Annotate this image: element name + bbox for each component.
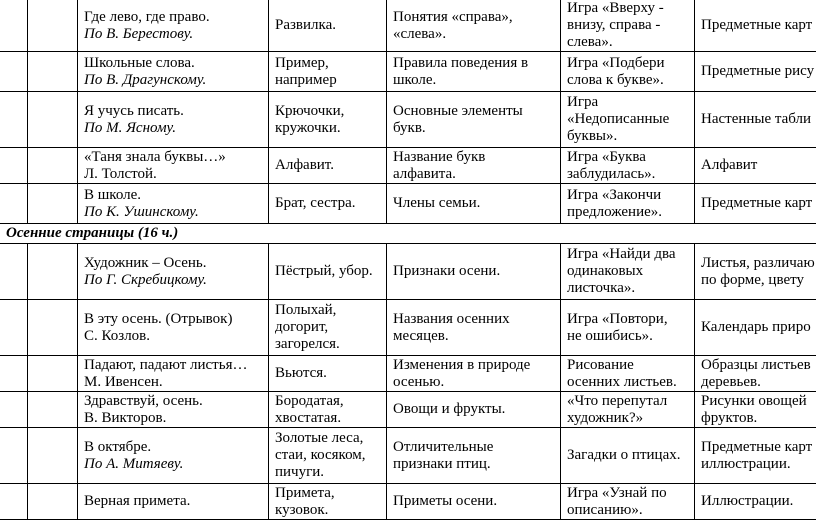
number-cell bbox=[0, 52, 28, 92]
cell-line: Настенные табли bbox=[701, 111, 816, 128]
cell-line: Признаки осени. bbox=[393, 263, 554, 280]
cell-line: Понятия «справа», bbox=[393, 9, 554, 26]
date-cell bbox=[28, 392, 78, 428]
lesson-author: В. Викторов. bbox=[84, 410, 262, 427]
cell-line: «Недописанные bbox=[567, 111, 688, 128]
vocabulary-cell bbox=[269, 92, 387, 148]
cell-line: фруктов. bbox=[701, 410, 816, 427]
lesson-title: Художник – Осень. bbox=[84, 255, 262, 272]
cell-line: Изменения в природе bbox=[393, 357, 554, 374]
cell-line: одинаковых bbox=[567, 263, 688, 280]
topic-cell bbox=[78, 0, 269, 52]
cell-line: Игра «Закончи bbox=[567, 187, 688, 204]
visual-aids-cell bbox=[695, 244, 816, 300]
vocabulary-cell bbox=[269, 0, 387, 52]
cell-line: «слева». bbox=[393, 26, 554, 43]
cell-line: Игра «Узнай по bbox=[567, 485, 688, 502]
cell-line: Крючочки, bbox=[275, 103, 380, 120]
vocabulary-cell bbox=[269, 484, 387, 520]
cell-line: месяцев. bbox=[393, 328, 554, 345]
cell-line: признаки птиц. bbox=[393, 456, 554, 473]
vocabulary-cell bbox=[269, 52, 387, 92]
date-cell bbox=[28, 92, 78, 148]
date-cell bbox=[28, 484, 78, 520]
date-cell bbox=[28, 356, 78, 392]
concepts-cell bbox=[387, 244, 561, 300]
cell-line: Пёстрый, убор. bbox=[275, 263, 380, 280]
lesson-title: В школе. bbox=[84, 187, 262, 204]
vocabulary-cell bbox=[269, 300, 387, 356]
topic-cell bbox=[78, 148, 269, 184]
cell-line: кузовок. bbox=[275, 502, 380, 519]
visual-aids-cell bbox=[695, 300, 816, 356]
lesson-title: Падают, падают листья… bbox=[84, 357, 262, 374]
table-row bbox=[0, 0, 816, 52]
concepts-cell bbox=[387, 52, 561, 92]
table-row bbox=[0, 184, 816, 224]
table-row bbox=[0, 92, 816, 148]
cell-line: Листья, различаю bbox=[701, 255, 816, 272]
concepts-cell bbox=[387, 484, 561, 520]
lesson-author: По Г. Скребицкому. bbox=[84, 272, 262, 289]
vocabulary-cell bbox=[269, 356, 387, 392]
number-cell bbox=[0, 148, 28, 184]
cell-line: Овощи и фрукты. bbox=[393, 401, 554, 418]
concepts-cell bbox=[387, 300, 561, 356]
activities-cell bbox=[561, 244, 695, 300]
number-cell bbox=[0, 484, 28, 520]
activities-cell bbox=[561, 300, 695, 356]
lesson-author: По М. Ясному. bbox=[84, 120, 262, 137]
topic-cell bbox=[78, 484, 269, 520]
cell-line: Пример, bbox=[275, 55, 380, 72]
vocabulary-cell bbox=[269, 392, 387, 428]
cell-line: Развилка. bbox=[275, 17, 380, 34]
lesson-author: Л. Толстой. bbox=[84, 166, 262, 183]
cell-line: слева». bbox=[567, 34, 688, 51]
table-row bbox=[0, 300, 816, 356]
activities-cell bbox=[561, 392, 695, 428]
activities-cell bbox=[561, 356, 695, 392]
topic-cell bbox=[78, 92, 269, 148]
topic-cell bbox=[78, 428, 269, 484]
lesson-title: «Таня знала буквы…» bbox=[84, 149, 262, 166]
topic-cell bbox=[78, 244, 269, 300]
cell-line: художник?» bbox=[567, 410, 688, 427]
cell-line: Игра «Вверху - bbox=[567, 0, 688, 17]
lesson-author: По В. Берестову. bbox=[84, 26, 262, 43]
lesson-title: Я учусь писать. bbox=[84, 103, 262, 120]
lesson-title: Школьные слова. bbox=[84, 55, 262, 72]
cell-line: Примета, bbox=[275, 485, 380, 502]
cell-line: Иллюстрации. bbox=[701, 493, 816, 510]
activities-cell bbox=[561, 148, 695, 184]
activities-cell bbox=[561, 0, 695, 52]
table-row bbox=[0, 484, 816, 520]
section-header-row bbox=[0, 224, 816, 244]
cell-line: осенних листьев. bbox=[567, 374, 688, 391]
cell-line: по форме, цвету bbox=[701, 272, 816, 289]
cell-line: Рисунки овощей bbox=[701, 393, 816, 410]
cell-line: Основные элементы bbox=[393, 103, 554, 120]
visual-aids-cell bbox=[695, 148, 816, 184]
cell-line: описанию». bbox=[567, 502, 688, 519]
lesson-author: М. Ивенсен. bbox=[84, 374, 262, 391]
date-cell bbox=[28, 52, 78, 92]
cell-line: догорит, bbox=[275, 319, 380, 336]
cell-line: Вьются. bbox=[275, 365, 380, 382]
concepts-cell bbox=[387, 428, 561, 484]
cell-line: пичуги. bbox=[275, 464, 380, 481]
cell-line: осенью. bbox=[393, 374, 554, 391]
date-cell bbox=[28, 244, 78, 300]
topic-cell bbox=[78, 300, 269, 356]
cell-line: хвостатая. bbox=[275, 410, 380, 427]
cell-line: предложение». bbox=[567, 204, 688, 221]
cell-line: кружочки. bbox=[275, 120, 380, 137]
date-cell bbox=[28, 0, 78, 52]
table-row bbox=[0, 428, 816, 484]
visual-aids-cell bbox=[695, 484, 816, 520]
cell-line: Игра «Подбери bbox=[567, 55, 688, 72]
number-cell bbox=[0, 428, 28, 484]
lesson-author: По А. Митяеву. bbox=[84, 456, 262, 473]
cell-line: букв. bbox=[393, 120, 554, 137]
activities-cell bbox=[561, 484, 695, 520]
date-cell bbox=[28, 300, 78, 356]
cell-line: не ошибись». bbox=[567, 328, 688, 345]
cell-line: Правила поведения в bbox=[393, 55, 554, 72]
number-cell bbox=[0, 184, 28, 224]
vocabulary-cell bbox=[269, 428, 387, 484]
cell-line: Бородатая, bbox=[275, 393, 380, 410]
cell-line: внизу, справа - bbox=[567, 17, 688, 34]
cell-line: Названия осенних bbox=[393, 311, 554, 328]
vocabulary-cell bbox=[269, 244, 387, 300]
topic-cell bbox=[78, 52, 269, 92]
cell-line: Игра «Повтори, bbox=[567, 311, 688, 328]
concepts-cell bbox=[387, 0, 561, 52]
cell-line: Календарь приро bbox=[701, 319, 816, 336]
cell-line: Члены семьи. bbox=[393, 195, 554, 212]
cell-line: алфавита. bbox=[393, 166, 554, 183]
concepts-cell bbox=[387, 356, 561, 392]
lesson-author: По К. Ушинскому. bbox=[84, 204, 262, 221]
visual-aids-cell bbox=[695, 92, 816, 148]
number-cell bbox=[0, 244, 28, 300]
cell-line: иллюстрации. bbox=[701, 456, 816, 473]
cell-line: деревьев. bbox=[701, 374, 816, 391]
topic-cell bbox=[78, 356, 269, 392]
cell-line: Брат, сестра. bbox=[275, 195, 380, 212]
cell-line: «Что перепутал bbox=[567, 393, 688, 410]
cell-line: Золотые леса, bbox=[275, 430, 380, 447]
table-row bbox=[0, 392, 816, 428]
cell-line: Рисование bbox=[567, 357, 688, 374]
lesson-title: Здравствуй, осень. bbox=[84, 393, 262, 410]
date-cell bbox=[28, 428, 78, 484]
lesson-author: С. Козлов. bbox=[84, 328, 262, 345]
table-row bbox=[0, 356, 816, 392]
cell-line: Образцы листьев bbox=[701, 357, 816, 374]
visual-aids-cell bbox=[695, 184, 816, 224]
concepts-cell bbox=[387, 92, 561, 148]
lesson-title: Где лево, где право. bbox=[84, 9, 262, 26]
cell-line: Отличительные bbox=[393, 439, 554, 456]
cell-line: Полыхай, bbox=[275, 302, 380, 319]
cell-line: Игра bbox=[567, 94, 688, 111]
visual-aids-cell bbox=[695, 392, 816, 428]
visual-aids-cell bbox=[695, 428, 816, 484]
cell-line: буквы». bbox=[567, 128, 688, 145]
cell-line: например bbox=[275, 72, 380, 89]
cell-line: Игра «Найди два bbox=[567, 246, 688, 263]
lesson-title: В эту осень. (Отрывок) bbox=[84, 311, 262, 328]
cell-line: Загадки о птицах. bbox=[567, 447, 688, 464]
lesson-title: Верная примета. bbox=[84, 493, 262, 510]
cell-line: стаи, косяком, bbox=[275, 447, 380, 464]
lesson-title: В октябре. bbox=[84, 439, 262, 456]
topic-cell bbox=[78, 184, 269, 224]
number-cell bbox=[0, 392, 28, 428]
activities-cell bbox=[561, 428, 695, 484]
topic-cell bbox=[78, 392, 269, 428]
cell-line: загорелся. bbox=[275, 336, 380, 353]
table-row bbox=[0, 52, 816, 92]
cell-line: слова к букве». bbox=[567, 72, 688, 89]
number-cell bbox=[0, 356, 28, 392]
cell-line: Игра «Буква bbox=[567, 149, 688, 166]
concepts-cell bbox=[387, 392, 561, 428]
visual-aids-cell bbox=[695, 356, 816, 392]
activities-cell bbox=[561, 184, 695, 224]
concepts-cell bbox=[387, 184, 561, 224]
cell-line: школе. bbox=[393, 72, 554, 89]
cell-line: Алфавит. bbox=[275, 157, 380, 174]
lesson-author: По В. Драгунскому. bbox=[84, 72, 262, 89]
cell-line: Алфавит bbox=[701, 157, 816, 174]
cell-line: Предметные рису bbox=[701, 63, 816, 80]
number-cell bbox=[0, 92, 28, 148]
cell-line: Приметы осени. bbox=[393, 493, 554, 510]
cell-line: Предметные карт bbox=[701, 195, 816, 212]
cell-line: Предметные карт bbox=[701, 439, 816, 456]
cell-line: листочка». bbox=[567, 280, 688, 297]
visual-aids-cell bbox=[695, 52, 816, 92]
visual-aids-cell bbox=[695, 0, 816, 52]
cell-line: Предметные карт bbox=[701, 17, 816, 34]
date-cell bbox=[28, 184, 78, 224]
section-title: Осенние страницы (16 ч.) bbox=[0, 224, 816, 244]
date-cell bbox=[28, 148, 78, 184]
number-cell bbox=[0, 300, 28, 356]
number-cell bbox=[0, 0, 28, 52]
activities-cell bbox=[561, 92, 695, 148]
activities-cell bbox=[561, 52, 695, 92]
vocabulary-cell bbox=[269, 148, 387, 184]
cell-line: заблудилась». bbox=[567, 166, 688, 183]
concepts-cell bbox=[387, 148, 561, 184]
table-row bbox=[0, 148, 816, 184]
table-row bbox=[0, 244, 816, 300]
vocabulary-cell bbox=[269, 184, 387, 224]
cell-line: Название букв bbox=[393, 149, 554, 166]
